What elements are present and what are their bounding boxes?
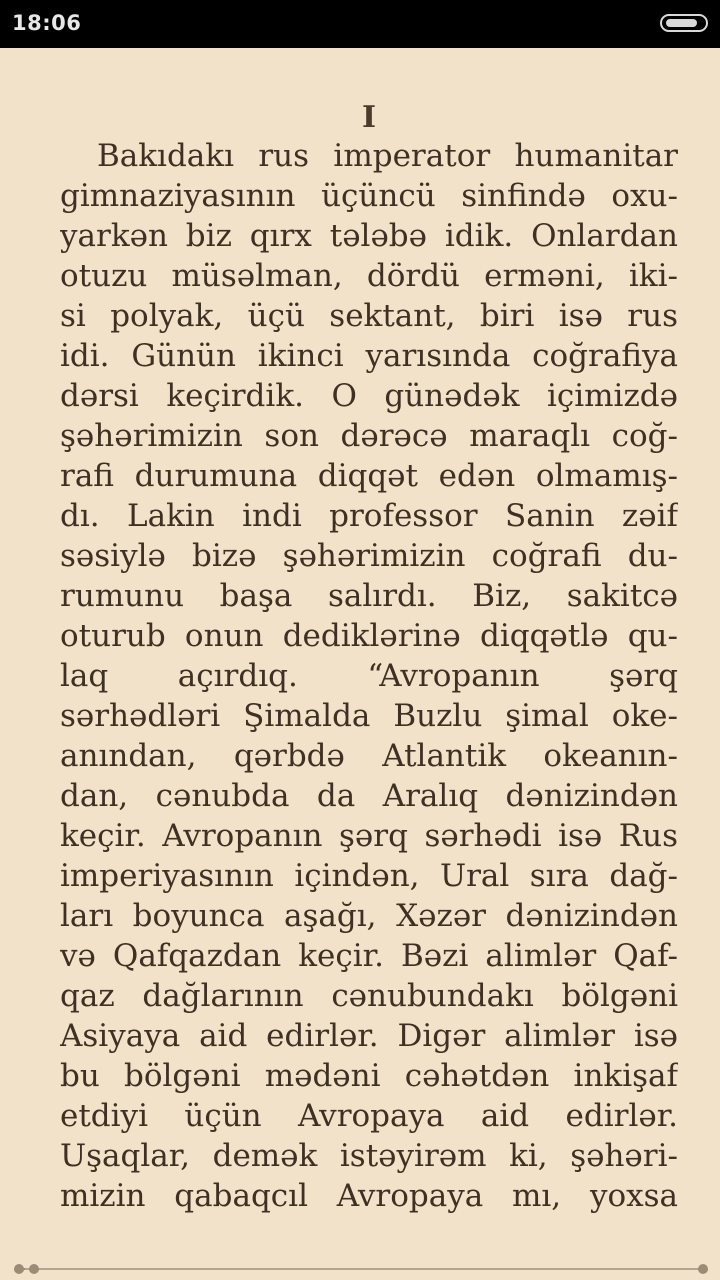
text-line: ları boyunca aşağı, Xəzər dənizindən — [60, 898, 678, 934]
text-line: dı. Lakin indi professor Sanin zəif — [60, 498, 678, 534]
text-line: Bakıdakı rus imperator humanitar — [97, 138, 678, 174]
text-line: Asiyaya aid edirlər. Digər alimlər isə — [60, 1018, 678, 1054]
text-line: mizin qabaqcıl Avropaya mı, yoxsa — [60, 1178, 678, 1214]
status-bar — [0, 0, 720, 48]
progress-start-dot — [14, 1264, 24, 1274]
text-line: otuzu müsəlman, dördü erməni, iki- — [60, 258, 678, 294]
text-line: şəhərimizin son dərəcə maraqlı coğ- — [60, 418, 678, 454]
text-line: bu bölgəni mədəni cəhətdən inkişaf — [60, 1058, 678, 1094]
text-line: anından, qərbdə Atlantik okeanın- — [60, 738, 678, 774]
text-line: etdiyi üçün Avropaya aid edirlər. — [60, 1098, 678, 1134]
progress-handle[interactable] — [29, 1264, 39, 1274]
text-line: laq açırdıq. “Avropanın şərq — [60, 658, 678, 694]
text-line: yarkən biz qırx tələbə idik. Onlardan — [60, 218, 678, 254]
chapter-title: I — [361, 100, 377, 135]
text-line: sərhədləri Şimalda Buzlu şimal oke- — [60, 698, 678, 734]
status-time: 18:06 — [12, 11, 82, 35]
battery-level-fill — [666, 19, 697, 27]
text-line: rumunu başa salırdı. Biz, sakitcə — [60, 578, 678, 614]
text-line: imperiyasının içindən, Ural sıra dağ- — [60, 858, 678, 894]
text-line: dan, cənubda da Aralıq dənizindən — [60, 778, 678, 814]
text-line: keçir. Avropanın şərq sərhədi isə Rus — [60, 818, 678, 854]
text-line: idi. Günün ikinci yarısında coğrafiya — [60, 338, 678, 374]
text-line: dərsi keçirdik. O günədək içimizdə — [60, 378, 678, 414]
reading-progress-bar[interactable] — [18, 1264, 708, 1274]
text-line: Uşaqlar, demək istəyirəm ki, şəhəri- — [60, 1138, 678, 1174]
progress-track — [18, 1268, 702, 1270]
progress-end-dot — [698, 1264, 708, 1274]
text-line: gimnaziyasının üçüncü sinfində oxu- — [60, 178, 678, 214]
text-line: si polyak, üçü sektant, biri isə rus — [60, 298, 678, 334]
text-line: rafi durumuna diqqət edən olmamış- — [60, 458, 678, 494]
battery-icon — [660, 14, 708, 32]
reader-page[interactable] — [0, 48, 720, 1280]
text-line: oturub onun dediklərinə diqqətlə qu- — [60, 618, 678, 654]
text-line: qaz dağlarının cənubundakı bölgəni — [60, 978, 678, 1014]
text-line: və Qafqazdan keçir. Bəzi alimlər Qaf- — [60, 938, 678, 974]
book-text[interactable] — [60, 136, 678, 1216]
text-line: səsiylə bizə şəhərimizin coğrafi du- — [60, 538, 678, 574]
